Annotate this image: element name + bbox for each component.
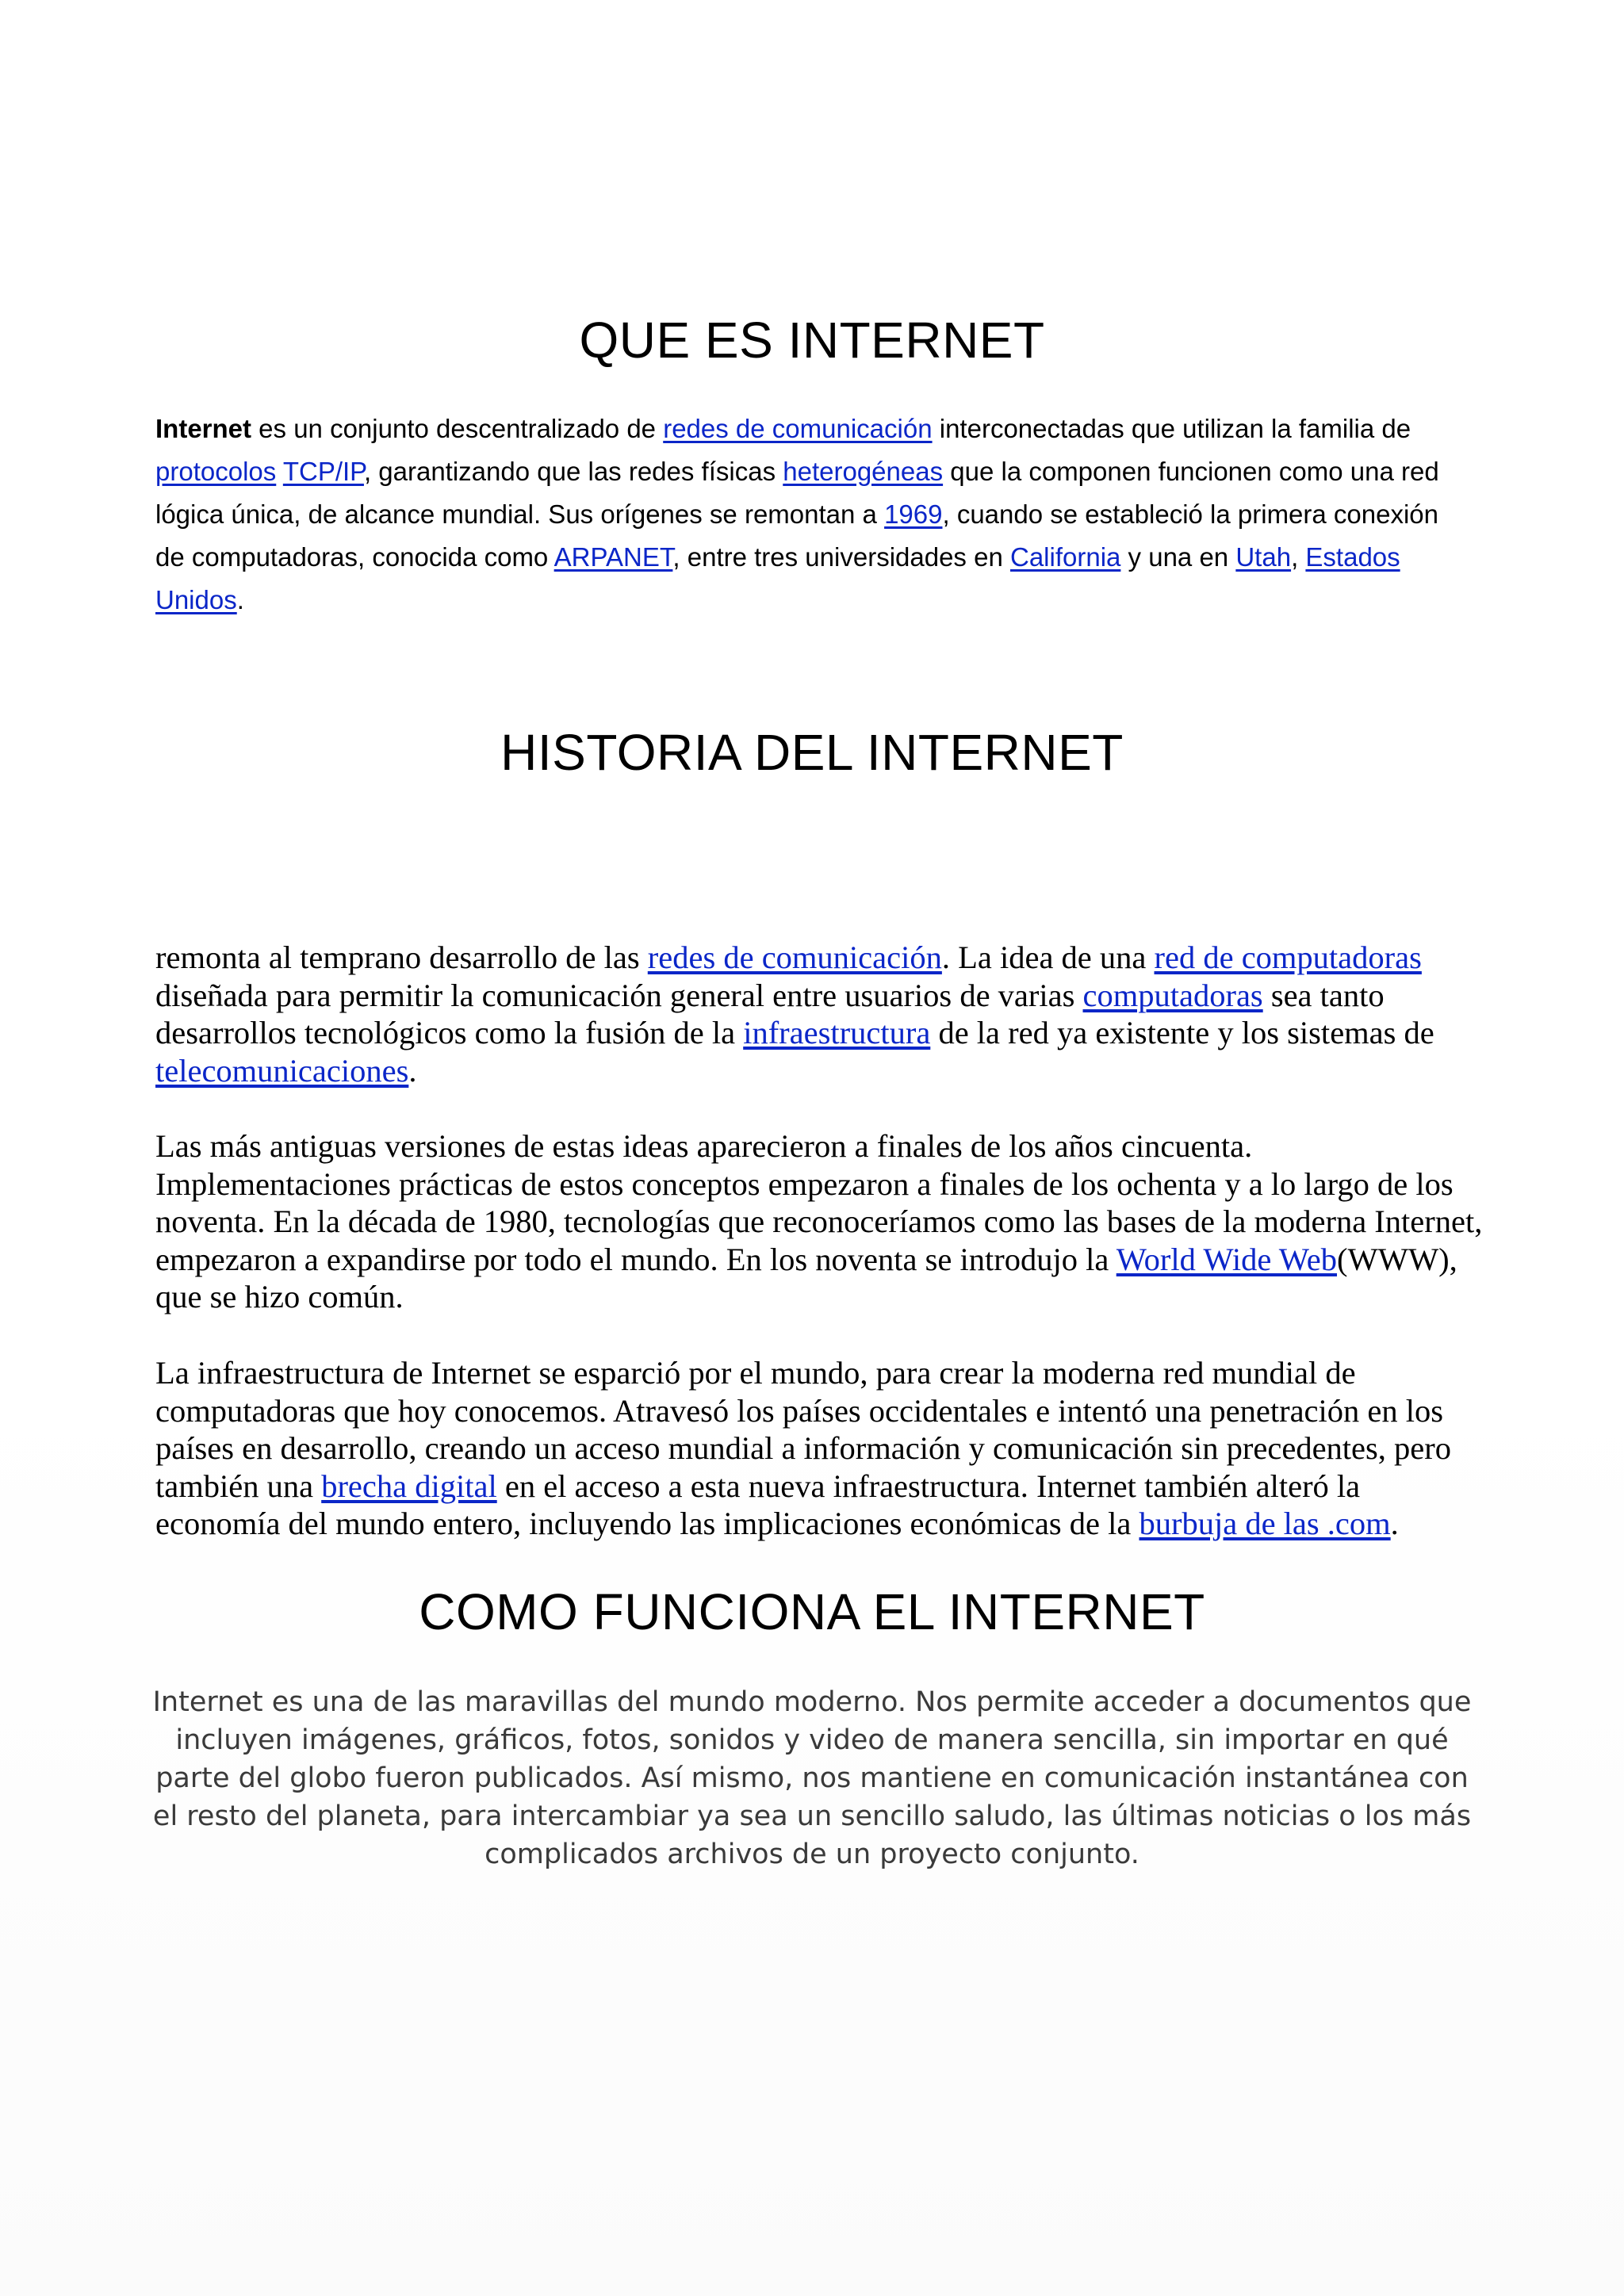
paragraph-que-es-internet <box>155 408 1472 622</box>
text-run: , cuando se estableció la primera conexión de computadoras, conocida como <box>155 499 1439 572</box>
link-protocolos[interactable]: protocolos <box>155 457 277 486</box>
text-run <box>276 457 283 486</box>
link-computadoras[interactable]: computadoras <box>1082 977 1263 1013</box>
text-run: es un conjunto descentralizado de <box>251 414 664 443</box>
text-run: La infraestructura de Internet se esparció por el mundo, para crear la moderna red mundial de computadoras que hoy conocemos. Atravesó los países occidentales e intentó una penetración en los países en desarrollo, creando un acceso mundial a información y comunicación sin precedentes, pero también una <box>155 1355 1452 1504</box>
link-redes-de-comunicacion-2[interactable]: redes de comunicación <box>647 939 942 975</box>
text-run: , <box>1291 542 1306 572</box>
text-run: (WWW), que se hizo común. <box>155 1241 1457 1314</box>
link-heterogeneas[interactable]: heterogéneas <box>783 457 944 486</box>
link-infraestructura[interactable]: infraestructura <box>743 1015 931 1050</box>
text-run: . <box>236 585 244 614</box>
text-run: diseñada para permitir la comunicación general entre usuarios de varias <box>155 977 1083 1013</box>
link-burbuja-de-las-com[interactable]: burbuja de las .com <box>1139 1506 1391 1541</box>
heading-historia-del-internet: HISTORIA DEL INTERNET <box>500 724 1124 781</box>
text-run: de la red ya existente y los sistemas de <box>930 1015 1434 1050</box>
text-run: que la componen funcionen como una red lógica única, de alcance mundial. Sus orígenes se remontan a <box>155 457 1439 529</box>
text-run: interconectadas que utilizan la familia de <box>932 414 1411 443</box>
text-run: , garantizando que las redes físicas <box>363 457 783 486</box>
text-run: remonta al temprano desarrollo de las <box>155 939 648 975</box>
heading-que-es-internet: QUE ES INTERNET <box>579 312 1045 369</box>
paragraph-historia-3 <box>155 1354 1484 1543</box>
term-internet: Internet <box>155 414 252 443</box>
text-run: Las más antiguas versiones de estas ideas aparecieron a finales de los años cincuenta. Implementaciones prácticas de estos conceptos empezaron a finales de los ochenta y a lo largo de los noventa. En la década de 1980, tecnologías que reconoceríamos como las bases de la moderna Internet, empezaron a expandirse por todo el mundo. En los noventa se introdujo la <box>155 1128 1483 1277</box>
heading-como-funciona-el-internet: COMO FUNCIONA EL INTERNET <box>419 1583 1205 1640</box>
link-1969[interactable]: 1969 <box>884 499 943 529</box>
text-run: . La idea de una <box>941 939 1155 975</box>
link-tcp-ip[interactable]: TCP/IP <box>282 457 364 486</box>
text-run: , entre tres universidades en <box>672 542 1010 572</box>
link-red-de-computadoras[interactable]: red de computadoras <box>1154 939 1422 975</box>
text-run: sea tanto desarrollos tecnológicos como la fusión de la <box>155 977 1385 1050</box>
link-telecomunicaciones[interactable]: telecomunicaciones <box>155 1052 409 1089</box>
link-brecha-digital[interactable]: brecha digital <box>321 1468 497 1504</box>
link-california[interactable]: California <box>1009 542 1121 572</box>
text-run: en el acceso a esta nueva infraestructura. Internet también alteró la economía del mundo entero, incluyendo las implicaciones económicas de la <box>155 1468 1361 1541</box>
paragraph-como-funciona: Internet es una de las maravillas del mundo moderno. Nos permite acceder a documentos que incluyen imágenes, gráficos, fotos, sonidos y video de manera sencilla, sin importar en qué parte del globo fueron publicados. Así mismo, nos mantiene en comunicación instantánea con el resto del planeta, para intercambiar ya sea un sencillo saludo, las últimas noticias o los más complicados archivos de un proyecto conjunto. <box>152 1686 1472 1870</box>
link-utah[interactable]: Utah <box>1235 542 1292 572</box>
link-redes-de-comunicacion[interactable]: redes de comunicación <box>663 414 933 443</box>
text-run: y una en <box>1120 542 1236 572</box>
text-run: . <box>1390 1506 1399 1541</box>
paragraph-historia-2 <box>155 1127 1484 1316</box>
link-arpanet[interactable]: ARPANET <box>553 542 673 572</box>
link-estados-unidos[interactable]: Estados Unidos <box>155 542 1400 614</box>
link-world-wide-web[interactable]: World Wide Web <box>1116 1241 1338 1277</box>
text-run: . <box>408 1052 417 1089</box>
paragraph-historia-1 <box>155 939 1484 1089</box>
